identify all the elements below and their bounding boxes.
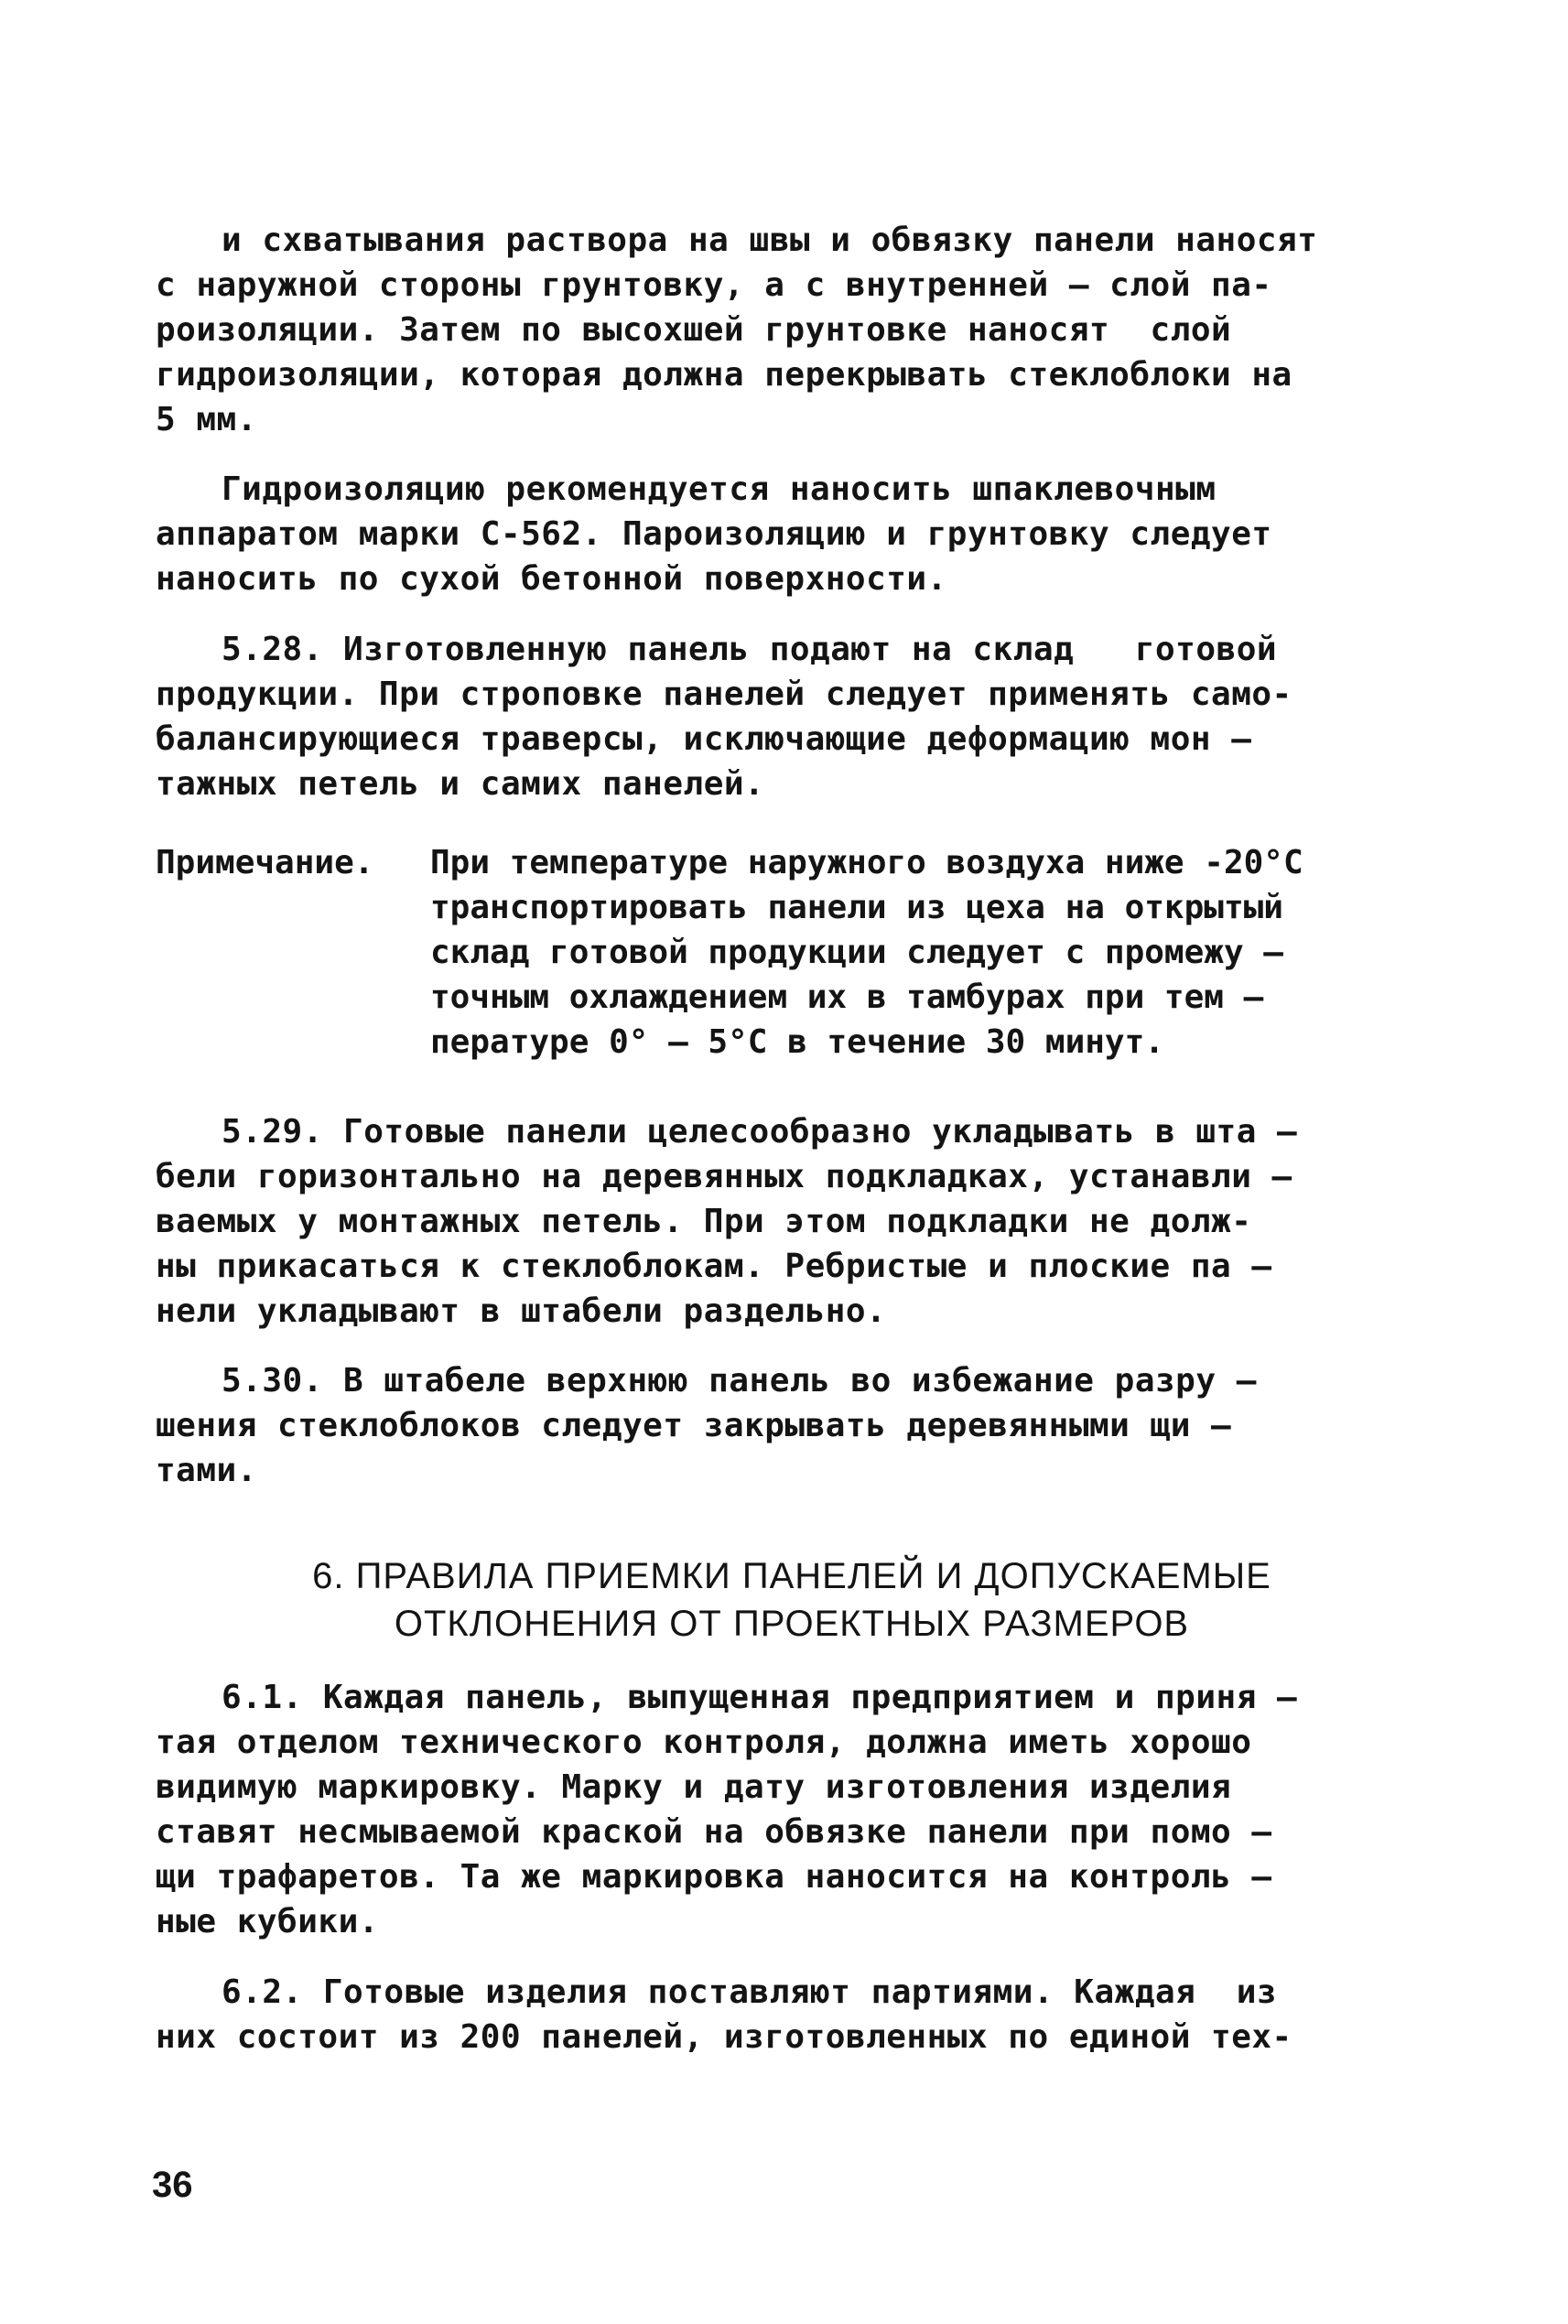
paragraph-intro	[156, 218, 1428, 442]
text-line: Гидроизоляцию рекомендуется наносить шпаклевочным	[222, 470, 1217, 508]
text-line: 5.29. Готовые панели целесообразно укладывать в шта –	[222, 1113, 1298, 1151]
clause-5-29	[156, 1109, 1428, 1334]
text-line: бели горизонтально на деревянных подкладках, устанавли –	[156, 1158, 1292, 1195]
text-line: продукции. При строповке панелей следует применять само-	[156, 676, 1292, 713]
clause-6-2	[156, 1970, 1428, 2059]
text-line: 6.2. Готовые изделия поставляют партиями. Каждая из	[222, 1973, 1278, 2011]
text-line: роизоляции. Затем по высохшей грунтовке наносят слой	[156, 311, 1232, 349]
note-label: Примечание.	[156, 844, 374, 881]
clause-5-30	[156, 1358, 1428, 1493]
text-line: склад готовой продукции следует с промежу –	[430, 934, 1283, 971]
paragraph-hydroisolation	[156, 467, 1428, 601]
text-line: точным охлаждением их в тамбурах при тем –	[430, 978, 1264, 1016]
text-line: ны прикасаться к стеклоблокам. Ребристые и плоские па –	[156, 1248, 1272, 1285]
text-line: При температуре наружного воздуха ниже -20°С	[430, 844, 1303, 881]
heading-line: 6. ПРАВИЛА ПРИЕМКИ ПАНЕЛЕЙ И ДОПУСКАЕМЫЕ	[312, 1556, 1271, 1596]
note-body	[430, 840, 1446, 1065]
heading-line: ОТКЛОНЕНИЯ ОТ ПРОЕКТНЫХ РАЗМЕРОВ	[394, 1604, 1190, 1644]
text-line: 5.30. В штабеле верхнюю панель во избежание разру –	[222, 1362, 1257, 1400]
text-line: и схватывания раствора на швы и обвязку панели наносят	[222, 222, 1318, 259]
page-number: 36	[152, 2165, 193, 2205]
text-line: нели укладывают в штабели раздельно.	[156, 1292, 887, 1330]
text-line: них состоит из 200 панелей, изготовленных по единой тех-	[156, 2018, 1292, 2056]
text-line: балансирующиеся траверсы, исключающие деформацию мон –	[156, 720, 1252, 758]
text-line: тая отделом технического контроля, должна иметь хорошо	[156, 1724, 1252, 1761]
text-line: видимую маркировку. Марку и дату изготовления изделия	[156, 1768, 1232, 1806]
clause-5-28	[156, 627, 1428, 806]
text-line: 6.1. Каждая панель, выпущенная предприятием и приня –	[222, 1679, 1298, 1716]
text-line: ставят несмываемой краской на обвязке панели при помо –	[156, 1813, 1272, 1851]
text-line: пературе 0° – 5°С в течение 30 минут.	[430, 1023, 1164, 1061]
text-line: 5.28. Изготовленную панель подают на склад готовой	[222, 631, 1278, 668]
text-line: 5 мм.	[156, 401, 257, 438]
text-line: тажных петель и самих панелей.	[156, 765, 765, 803]
text-line: шения стеклоблоков следует закрывать деревянными щи –	[156, 1407, 1232, 1444]
text-line: наносить по сухой бетонной поверхности.	[156, 560, 947, 598]
text-line: ные кубики.	[156, 1903, 379, 1940]
text-line: аппаратом марки С-562. Пароизоляцию и грунтовку следует	[156, 515, 1272, 553]
section-heading	[156, 1552, 1428, 1648]
text-line: транспортировать панели из цеха на открытый	[430, 889, 1283, 926]
text-line: щи трафаретов. Та же маркировка наносится на контроль –	[156, 1858, 1272, 1896]
text-line: гидроизоляции, которая должна перекрывать стеклоблоки на	[156, 356, 1292, 394]
text-line: тами.	[156, 1452, 257, 1489]
clause-6-1	[156, 1675, 1428, 1944]
text-line: ваемых у монтажных петель. При этом подкладки не долж-	[156, 1203, 1252, 1240]
text-line: с наружной стороны грунтовку, а с внутренней – слой па-	[156, 266, 1272, 304]
